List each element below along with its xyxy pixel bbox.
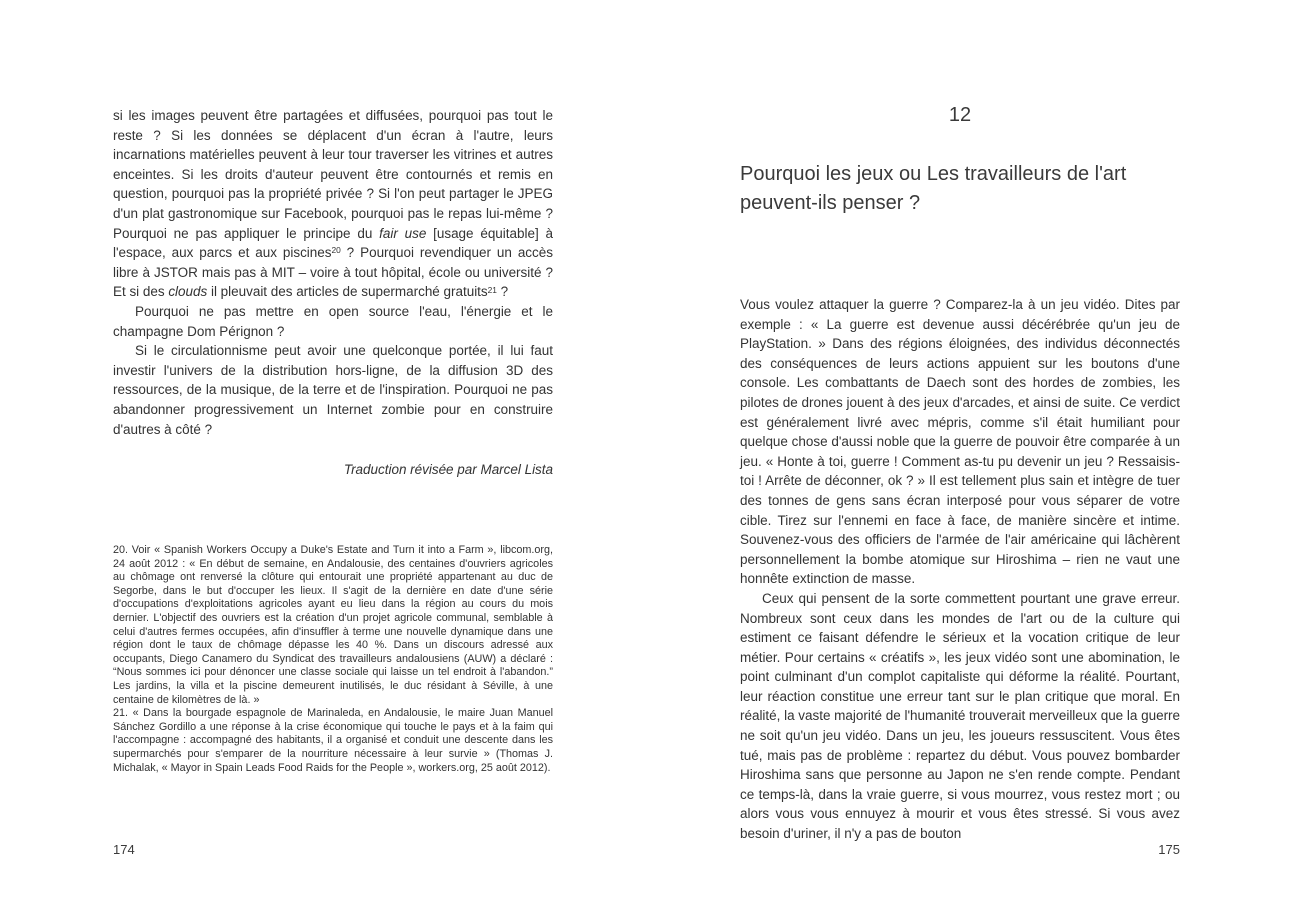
- paragraph: Vous voulez attaquer la guerre ? Comparez-la à un jeu vidéo. Dites par exemple : « La guerre est devenue aussi décérébrée qu'un jeu de PlayStation. » Dans des régions éloignées, des individus déconnectés des conséquences de leurs actions appuient sur les boutons d'une console. Les combattants de Daech sont des hordes de zombies, les pilotes de drones jouent à des jeux d'arcades, et ainsi de suite. Ce verdict est généralement livré avec mépris, comme s'il était humiliant pour quelque chose d'aussi noble que la guerre de pouvoir être comparée à un jeu. « Honte à toi, guerre ! Comment as-tu pu devenir un jeu ? Ressaisis-toi ! Arrête de déconner, ok ? » Il est tellement plus sain et intègre de tuer des tonnes de gens sans écran interposé pour vous séparer de votre cible. Tirez sur l'ennemi en face à face, de manière sincère et intime. Souvenez-vous des officiers de l'armée de l'air américaine qui lâchèrent personnellement la bombe atomique sur Hiroshima – rien ne vaut une honnête extinction de masse.: [740, 297, 1180, 587]
- right-page-text: [740, 295, 1180, 844]
- footnotes: [113, 544, 553, 775]
- page-number-left: 174: [113, 842, 135, 857]
- text-run: [usage équitable] à l'espace, aux parcs et aux piscines: [113, 225, 553, 261]
- translator-credit: Traduction révisée par Marcel Lista: [343, 462, 553, 478]
- footnote-20: 20. Voir « Spanish Workers Occupy a Duke's Estate and Turn it into a Farm », libcom.org, 24 août 2012 : « En début de semaine, en Andalousie, des centaines d'ouvriers agricoles au chômage ont renversé la clôture qui entourait une propriété appartenant au duc de Segorbe, dans le but d'occuper les lieux. Il s'agit de la dernière en date d'une série d'occupations d'exploitations agricoles ayant eu lieu dans la région au cours du mois dernier. L'objectif des ouvriers est la création d'un projet agricole communal, semblable à celui d'autres fermes occupées, afin d'insuffler à terme une nouvelle dynamique dans une région dont le taux de chômage dépasse les 40 %. Dans un discours adressé aux occupants, Diego Canamero du Syndicat des travailleurs andalousiens (AUW) a déclaré : “Nous sommes ici pour dénoncer une classe sociale qui laisse un tel endroit à l'abandon.” Les jardins, la villa et la piscine demeurent inutilisés, le duc résidant à Séville, à une centaine de kilomètres de là. »: [113, 544, 553, 706]
- paragraph-continuation: [113, 106, 553, 302]
- text-run: il pleuvait des articles de supermarché gratuits: [207, 284, 488, 300]
- paragraph: Si le circulationnisme peut avoir une quelconque portée, il lui faut investir l'univers de la distribution hors-ligne, de la diffusion 3D des ressources, de la musique, de la terre et de l'inspiration. Pourquoi ne pas abandonner progressivement un Internet zombie pour en construire d'autres à côté ?: [113, 343, 553, 437]
- page-right: [740, 0, 1180, 913]
- footnote-ref-20: 20: [331, 245, 341, 256]
- italic-clouds: clouds: [168, 284, 208, 300]
- paragraph: Ceux qui pensent de la sorte commettent pourtant une grave erreur. Nombreux sont ceux dans les mondes de l'art ou de la culture qui estiment ce faisant défendre le sérieux et la vocation critique de leur métier. Pour certains « créatifs », les jeux vidéo sont une abomination, le point culminant d'un complot capitaliste qui déforme la réalité. Pourtant, leur réaction constitue une erreur tant sur le plan critique que moral. En réalité, la vaste majorité de l'humanité trouverait merveilleux que la guerre ne soit qu'un jeu vidéo. Dans un jeu, les joueurs ressuscitent. Vous êtes tué, mais pas de problème : repartez du début. Vous pouvez bombarder Hiroshima sans que personne au Japon ne s'en rende compte. Pendant ce temps-là, dans la vraie guerre, si vous mourrez, vous restez mort ; ou alors vous vous ennuyez à mourir et vous êtes stressé. Si vous avez besoin d'uriner, il n'y a pas de bouton: [740, 590, 1181, 842]
- footnote-ref-21: 21: [487, 284, 497, 295]
- footnote-21: 21. « Dans la bourgade espagnole de Marinaleda, en Andalousie, le maire Juan Manuel Sánchez Gordillo a une réponse à la crise économique qui touche le pays et à la faim qui l'accompagne : accompagné des habitants, il a organisé et conduit une descente dans les supermarchés pour s'emparer de la nourriture nécessaire à leur survie » (Thomas J. Michalak, « Mayor in Spain Leads Food Raids for the People », workers.org, 25 août 2012).: [113, 707, 553, 774]
- paragraph: Pourquoi ne pas mettre en open source l'eau, l'énergie et le champagne Dom Pérignon ?: [113, 303, 553, 339]
- left-page-text: [113, 106, 553, 480]
- chapter-number: 12: [948, 104, 972, 126]
- text-run: ?: [496, 284, 509, 300]
- text-run: si les images peuvent être partagées et diffusées, pourquoi pas tout le reste ? Si les données se déplacent d'un écran à l'autre, leurs incarnations matérielles peuvent à leur tour traverser les vitrines et autres enceintes. Si les droits d'auteur peuvent être contournés et remis en question, pourquoi pas la propriété privée ? Si l'on peut partager le JPEG d'un plat gastronomique sur Facebook, pourquoi pas le repas lui-même ? Pourquoi ne pas appliquer le principe du: [113, 108, 553, 241]
- italic-fair-use: fair use: [379, 225, 427, 241]
- page-left: [113, 0, 553, 913]
- page-number-right: 175: [1158, 842, 1180, 857]
- text-run: ? Pourquoi revendiquer un accès libre à JSTOR mais pas à MIT – voire à tout hôpital, école ou université ? Et si des: [113, 245, 553, 300]
- chapter-title: Pourquoi les jeux ou Les travailleurs de l'art peuvent-ils penser ?: [740, 163, 1127, 214]
